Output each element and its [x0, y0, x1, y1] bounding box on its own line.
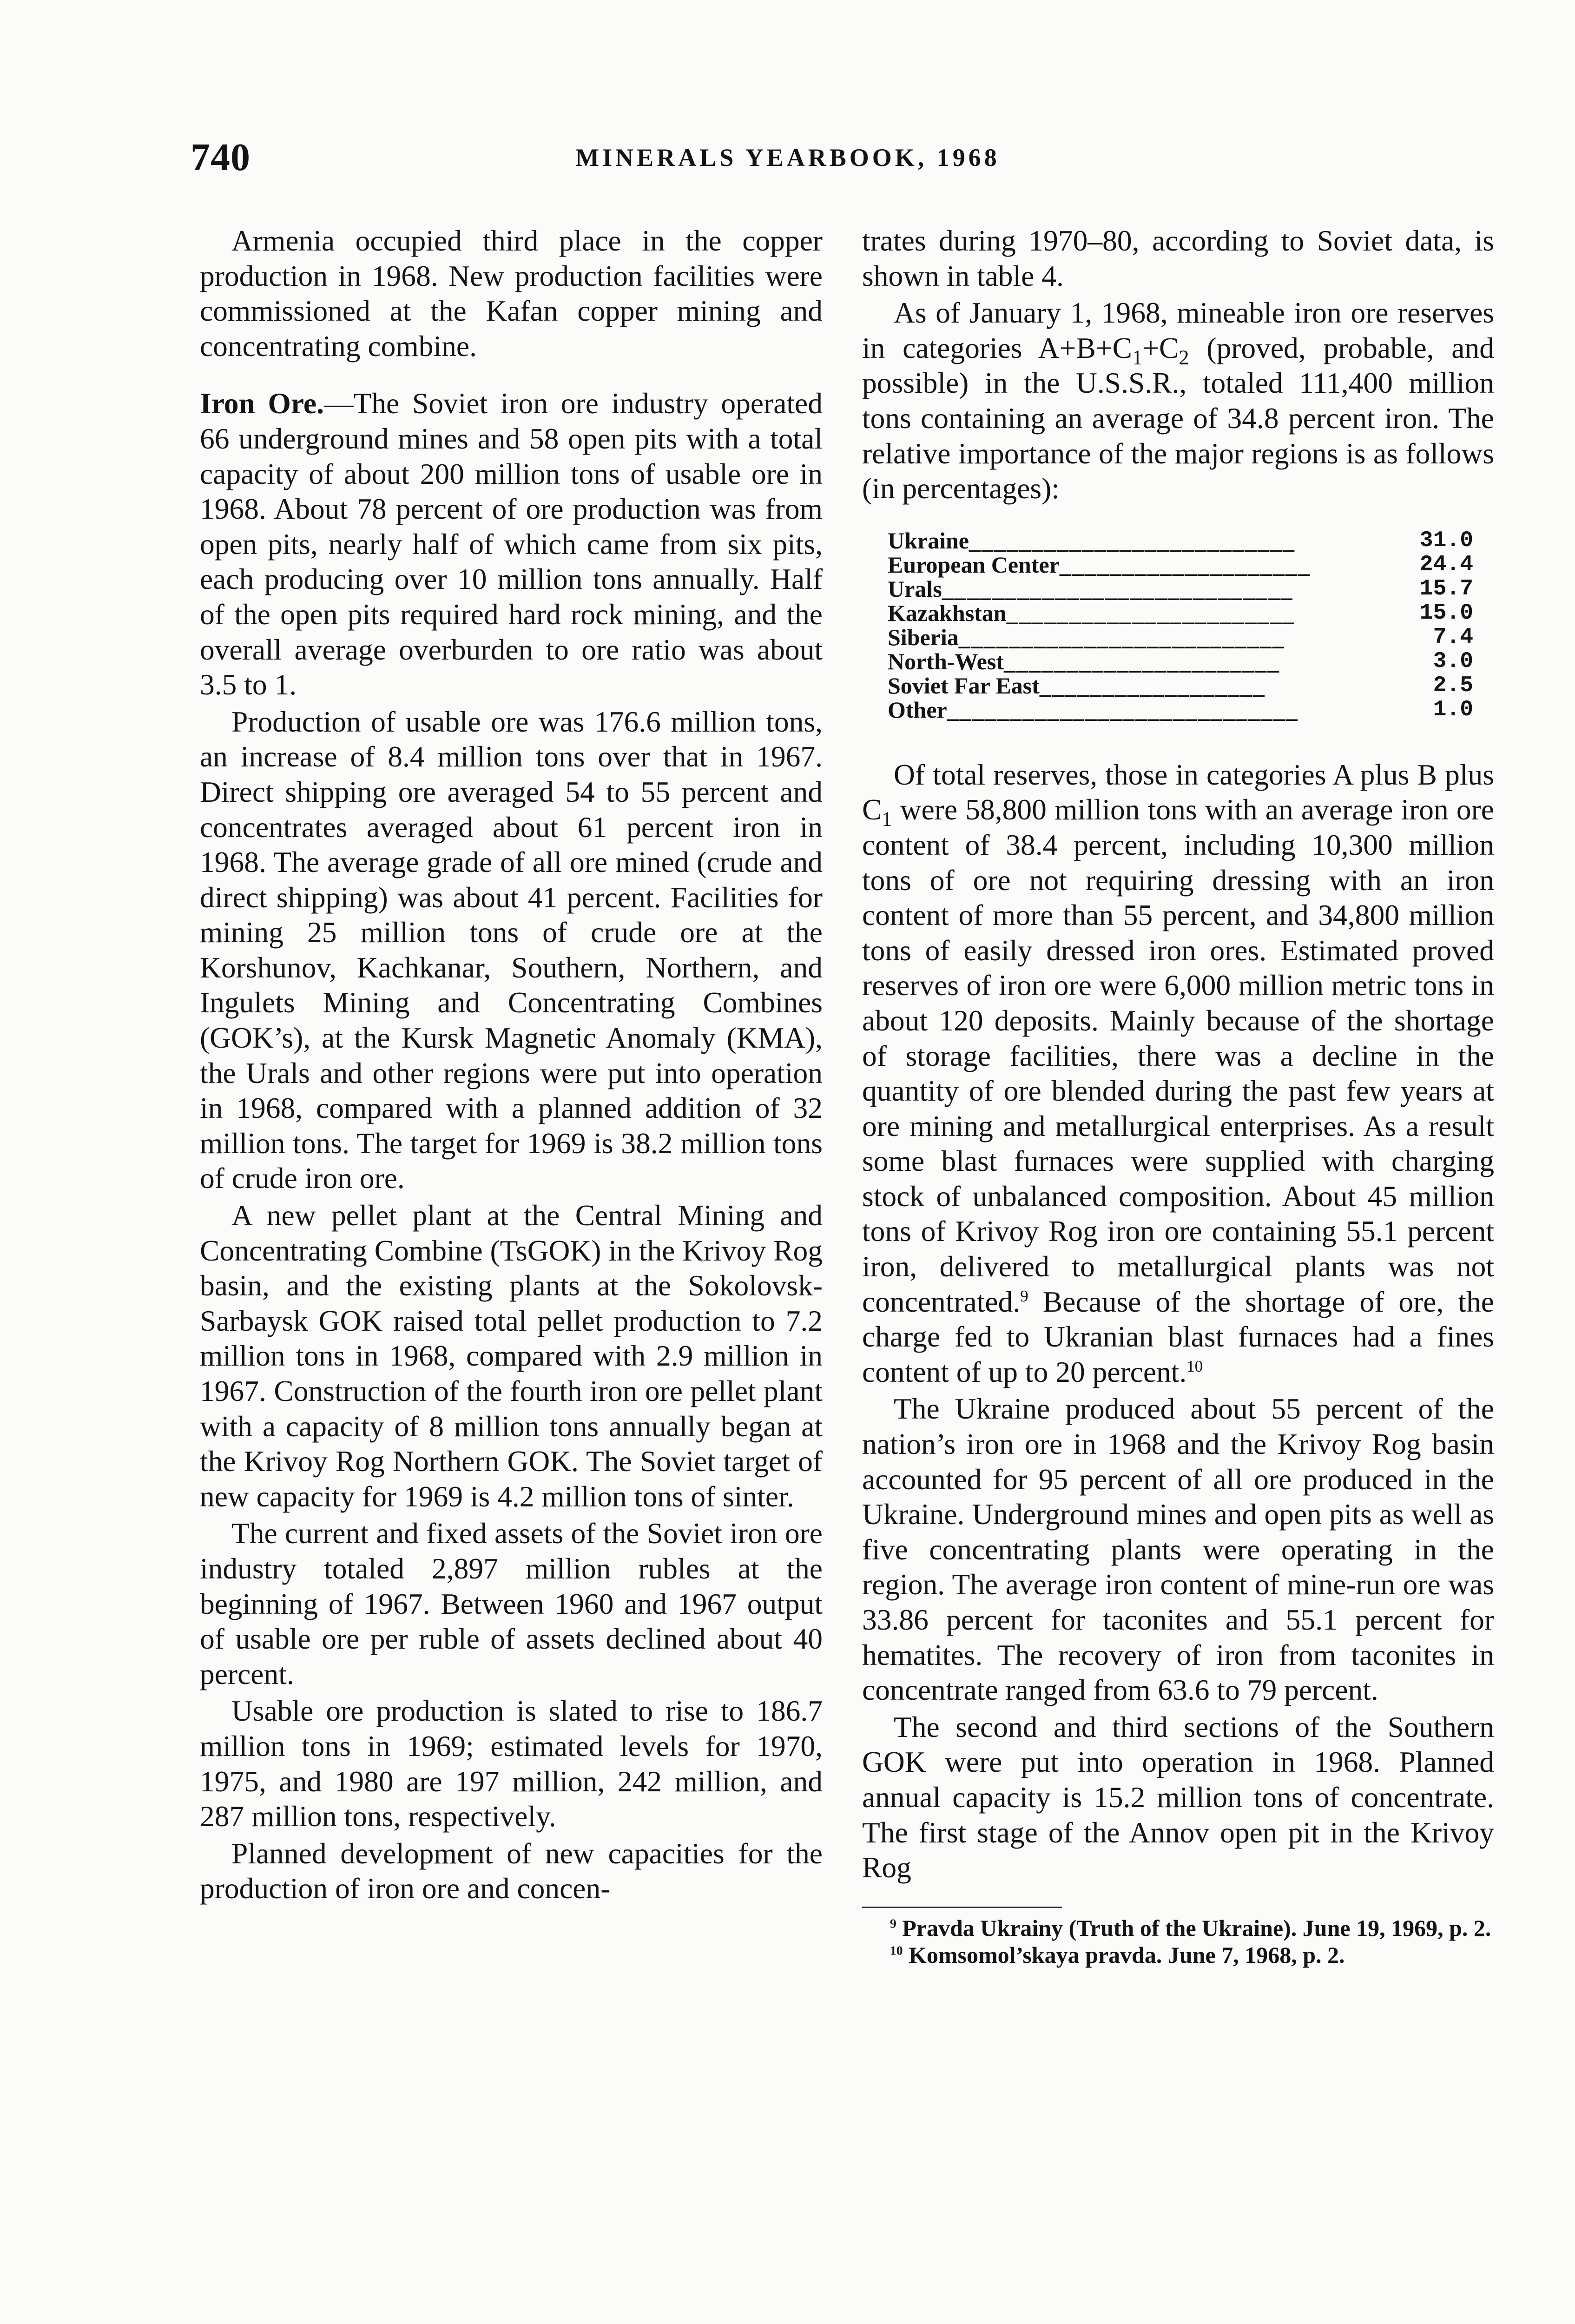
paragraph-pellet-plant: A new pellet plant at the Central Mining and Concentrating Combine (TsGOK) in the Krivoy Rog basin, and the existing plants at the Sokolovsk-Sarbaysk GOK raised total pellet production to 7.2 million tons in 1968, compared with 2.9 million in 1967. Construction of the fourth iron ore pellet plant with a capacity of 8 million tons annually began at the Krivoy Rog Northern GOK. The Soviet target of new capacity for 1969 is 4.2 million tons of sinter. — [200, 1199, 823, 1513]
region-value: 2.5 — [1433, 673, 1473, 698]
footnote-9 — [862, 1915, 1494, 1941]
regions-table — [888, 528, 1473, 722]
paragraph-armenia: Armenia occupied third place in the copper production in 1968. New production facilities were commissioned at the Kafan copper mining and concentrating combine. — [200, 224, 823, 363]
region-value: 15.0 — [1419, 600, 1473, 626]
region-name: Soviet Far East — [888, 672, 1040, 699]
subscript-c1: 1 — [882, 807, 892, 831]
page-header — [191, 135, 1385, 186]
table-row: Ukraine__________________________ 31.0 — [888, 527, 1473, 554]
table-row: Soviet Far East__________________ 2.5 — [888, 672, 1473, 699]
region-name: Ukraine — [888, 527, 969, 554]
table-row: Other____________________________ 1.0 — [888, 696, 1473, 723]
left-column — [200, 223, 823, 1908]
paragraph-planned-development: Planned development of new capacities for the production of iron ore and concen- — [200, 1836, 823, 1905]
region-value: 1.0 — [1433, 697, 1473, 722]
paragraph-production: Production of usable ore was 176.6 million tons, an increase of 8.4 million tons over that in 1967. Direct shipping ore averaged 54 to 55 percent and concentrates averaged about 61 percent iron in 1968. The average grade of all ore mined (crude and direct shipping) was about 41 percent. Facilities for mining 25 million tons of crude ore at the Korshunov, Kachkanar, Southern, Northern, and Ingulets Mining and Concentrating Combines (GOK’s), at the Kursk Magnetic Anomaly (KMA), the Urals and other regions were put into operation in 1968, compared with a planned addition of 32 million tons. The target for 1969 is 38.2 million tons of crude iron ore. — [200, 705, 823, 1195]
page-number: 740 — [191, 136, 250, 179]
region-name: Other — [888, 696, 947, 723]
paragraph-iron-ore-text: —The Soviet iron ore industry operated 66 underground mines and 58 open pits with a total capacity of about 200 million tons of usable ore in 1968. About 78 percent of ore production was from open pits, nearly half of which came from six pits, each producing over 10 million tons annually. Half of the open pits required hard rock mining, and the overall average overburden to ore ratio was about 3.5 to 1. — [200, 387, 823, 701]
table-row: Urals____________________________ 15.7 — [888, 575, 1473, 602]
total-reserves-text-a: Of total reserves, those in categories A plus B plus C — [862, 758, 1494, 826]
total-reserves-text-b: were 58,800 million tons with an average iron ore content of 38.4 percent, including 10,300 million tons of ore not requiring dressing with an iron content of more than 55 percent, and 34,800 million tons of easily dressed iron ores. Estimated proved reserves of iron ore were 6,000 million metric tons in about 120 deposits. Mainly because of the shortage of storage facilities, there was a decline in the quantity of ore blended during the past few years at ore mining and metallurgical enterprises. As a result some blast furnaces were supplied with charging stock of unbalanced composition. About 45 million tons of Krivoy Rog iron ore containing 55.1 percent iron, delivered to metallurgical plants was not concentrated. — [862, 793, 1494, 1318]
footnote-ref-9: 9 — [1020, 1287, 1028, 1305]
region-name: Kazakhstan — [888, 600, 1007, 626]
subscript-c1: 1 — [1132, 345, 1143, 369]
reserves-text-a: As of January 1, 1968, mineable iron ore reserves in categories A+B+C — [862, 296, 1494, 364]
paragraph-assets: The current and fixed assets of the Soviet iron ore industry totaled 2,897 million rubles at the beginning of 1967. Between 1960 and 1967 output of usable ore per ruble of assets declined about 40 percent. — [200, 1517, 823, 1690]
reserves-text-c: (proved, probable, and possible) in the U.S.S.R., totaled 111,400 million tons containing an average of 34.8 percent iron. The relative importance of the major regions is as follows (in percentages): — [862, 331, 1494, 505]
paragraph-southern-gok: The second and third sections of the Southern GOK were put into operation in 1968. Planned annual capacity is 15.2 million tons of concentrate. The first stage of the Annov open pit in the Krivoy Rog — [862, 1710, 1494, 1884]
paragraph-production-forecast: Usable ore production is slated to rise to 186.7 million tons in 1969; estimated levels for 1970, 1975, and 1980 are 197 million, 242 million, and 287 million tons, respectively. — [200, 1694, 823, 1833]
region-value: 31.0 — [1419, 528, 1473, 553]
region-name: North-West — [888, 648, 1004, 674]
footnote-ref-10: 10 — [1186, 1357, 1203, 1375]
table-row: Kazakhstan_______________________ 15.0 — [888, 600, 1473, 626]
subscript-c2: 2 — [1179, 345, 1189, 369]
region-name: Urals — [888, 575, 942, 602]
footnote-number: 10 — [890, 1943, 903, 1958]
table-row: North-West______________________ 3.0 — [888, 648, 1473, 674]
region-name: Siberia — [888, 624, 959, 650]
table-row: Siberia__________________________ 7.4 — [888, 624, 1473, 650]
region-value: 15.7 — [1419, 576, 1473, 601]
running-title: MINERALS YEARBOOK, 1968 — [575, 144, 1000, 172]
paragraph-iron-ore-intro — [200, 386, 823, 702]
section-heading-iron-ore: Iron Ore. — [200, 387, 324, 420]
paragraph-continuation: trates during 1970–80, according to Soviet data, is shown in table 4. — [862, 224, 1494, 292]
total-reserves-text-c: Because of the shortage of ore, the charge fed to Ukranian blast furnaces had a fines content of up to 20 percent. — [862, 1285, 1494, 1388]
region-value: 3.0 — [1433, 648, 1473, 674]
right-column — [862, 223, 1494, 1968]
footnote-divider — [862, 1907, 1062, 1908]
region-name: European Center — [888, 551, 1060, 578]
footnote-number: 9 — [890, 1916, 896, 1931]
footnote-text: Komsomol’skaya pravda. June 7, 1968, p. 2. — [903, 1941, 1345, 1968]
paragraph-reserves — [862, 295, 1494, 506]
footnote-text: Pravda Ukrainy (Truth of the Ukraine). June 19, 1969, p. 2. — [896, 1915, 1491, 1941]
reserves-text-b: +C — [1142, 331, 1179, 364]
region-value: 7.4 — [1433, 624, 1473, 650]
paragraph-total-reserves — [862, 757, 1494, 1390]
paragraph-ukraine: The Ukraine produced about 55 percent of the nation’s iron ore in 1968 and the Krivoy Rog basin accounted for 95 percent of all ore produced in the Ukraine. Underground mines and open pits as well as five concentrating plants were operating in the region. The average iron content of mine-run ore was 33.86 percent for taconites and 55.1 percent for hematites. The recovery of iron from taconites in concentrate ranged from 63.6 to 79 percent. — [862, 1392, 1494, 1707]
footnote-10 — [862, 1941, 1494, 1968]
region-value: 24.4 — [1419, 552, 1473, 577]
table-row: European Center____________________ 24.4 — [888, 551, 1473, 578]
